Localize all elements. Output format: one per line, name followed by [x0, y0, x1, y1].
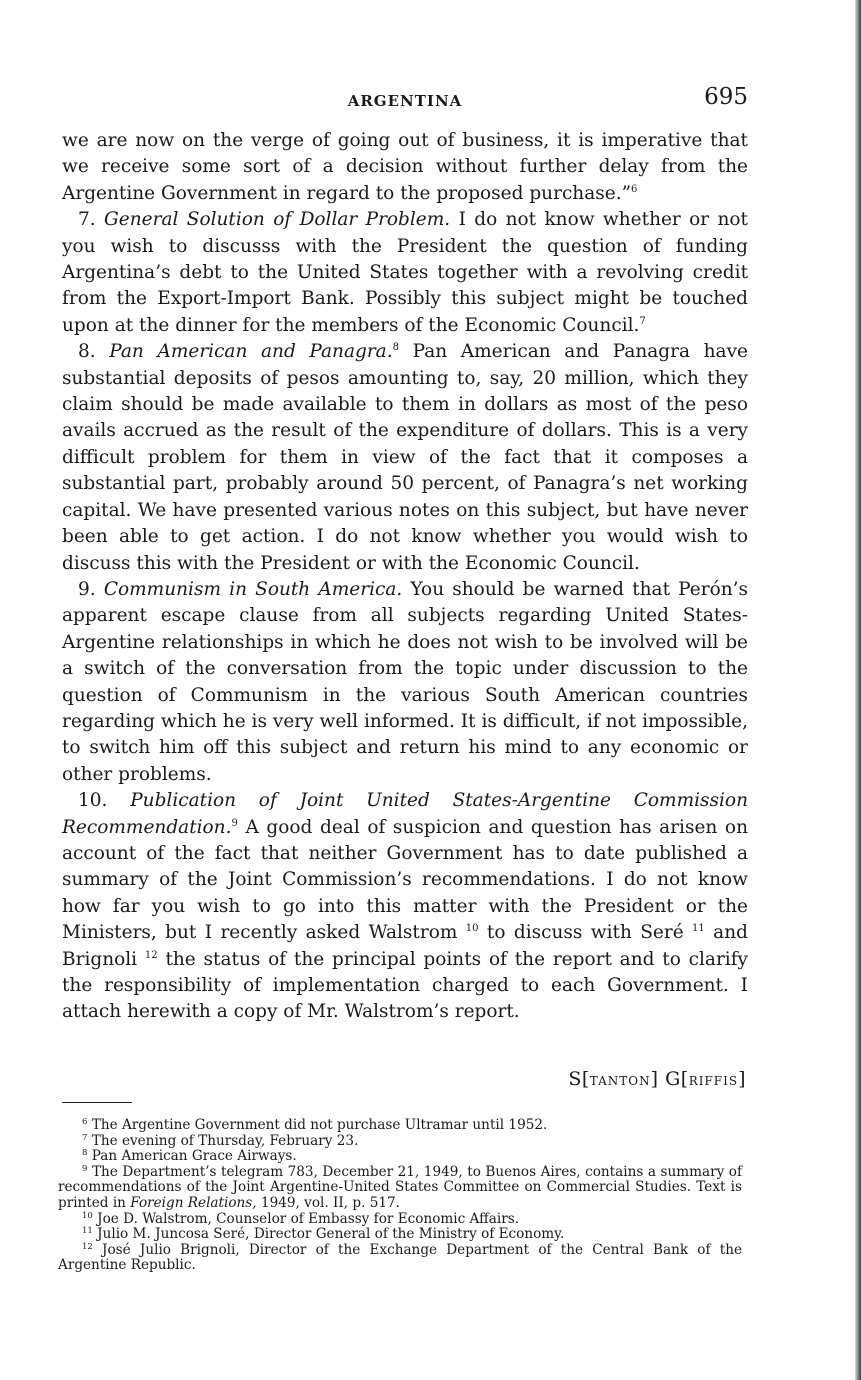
paragraph-title: Communism in South America.	[103, 578, 403, 600]
paragraph-text: we are now on the verge of going out of business, it is imperative that we receive some sort of a decision without further delay from the Argentine Government in regard to the proposed purchase.”	[62, 130, 748, 204]
footnote-number: 11	[82, 1226, 93, 1237]
page-number: 695	[704, 84, 748, 110]
footnote-text: José Julio Brignoli, Director of the Exchange Department of the Central Bank of the Argentine Republic.	[58, 1241, 742, 1274]
footnote-text: The Department’s telegram 783, December 21, 1949, to Buenos Aires, contains a summary of recommendations of the Joint Argentine-United States Committee on Commercial Studies. Text is printed in	[58, 1163, 742, 1211]
paragraph-text: A good deal of suspicion and question has arisen on account of the fact that neither Government has to date published a summary of the Joint Commission’s recommendations. I do not know how far you wish to go into this matter with the President or the Ministers, but I recently asked Walstrom	[62, 816, 748, 944]
paragraph-number: 7.	[78, 209, 96, 231]
signature-name: TANTON	[589, 1074, 651, 1088]
footnote-ref: 12	[144, 949, 158, 961]
footnote-text: Pan American Grace Airways.	[91, 1148, 297, 1165]
page-edge-shadow	[855, 0, 861, 1380]
paragraph-number: 9.	[78, 578, 96, 600]
paragraph-10	[62, 788, 748, 1026]
footnote-ref: 9	[231, 817, 238, 829]
paragraph-text: the status of the principal points of the report and to clarify the responsibility of implementation charged to each Government. I attach herewith a copy of Mr. Walstrom’s report.	[62, 948, 749, 1023]
paragraph-text: You should be warned that Perón’s apparent escape clause from all subjects regarding United States-Argentine relationships in which he does not wish to be involved will be a switch of the conversation from the topic under discussion to the question of Communism in the various South American countries regarding which he is very well informed. It is difficult, if not impossible, to switch him off this subject and return his mind to any economic or other problems.	[62, 578, 749, 785]
paragraph-title: General Solution of Dollar Problem.	[104, 209, 451, 231]
footnote-number: 12	[82, 1241, 93, 1252]
paragraph-text: Pan American and Panagra have substantial deposits of pesos amounting to, say, 20 million, which they claim should be made available to them in dollars as most of the peso avails accrued as the result of the expenditure of dollars. This is a very difficult problem for them in view of the fact that it composes a substantial part, probably around 50 percent, of Panagra’s net working capital. We have presented various notes on this subject, but have never been able to get action. I do not know whether you would wish to discuss this with the President or with the Economic Council.	[62, 341, 748, 574]
paragraph-text: I do not know whether or not you wish to discusss with the President the question of funding Argentina’s debt to the United States together with a revolving credit from the Export-Import Bank. Possibly this subject might be touched upon at the dinner for the members of the Economic Council.	[62, 209, 748, 336]
footnote	[58, 1227, 742, 1243]
running-head: ARGENTINA	[347, 92, 463, 110]
body-text	[62, 128, 748, 1026]
paragraph-text: and Brignoli	[62, 922, 748, 970]
footnote-ref: 8	[392, 342, 399, 354]
footnote-text: 1949, vol. II, p. 517.	[260, 1194, 401, 1211]
footnote-text: Joe D. Walstrom, Counselor of Embassy for Economic Affairs.	[97, 1210, 520, 1227]
footnote-number: 6	[82, 1117, 88, 1127]
paragraph-text: to discuss with Seré	[486, 922, 684, 944]
signature	[568, 1068, 746, 1090]
footnote-text: Julio M. Juncosa Seré, Director General of the Ministry of Economy.	[97, 1226, 565, 1243]
footnote-number: 9	[82, 1163, 88, 1174]
paragraph-title: Publication of Joint United States-Argentine Commission Recommendation.	[62, 790, 748, 838]
page-header	[62, 86, 748, 116]
footnote	[58, 1118, 742, 1134]
paragraph-8	[62, 339, 748, 577]
footnote-text: The Argentine Government did not purchase Ultramar until 1952.	[91, 1117, 548, 1133]
paragraph-number: 8.	[78, 341, 96, 363]
footnote	[58, 1149, 742, 1165]
footnote	[58, 1134, 742, 1150]
footnote-ref: 11	[692, 923, 705, 935]
signature-bracket: ]	[738, 1068, 746, 1090]
paragraph-number: 10.	[78, 790, 108, 812]
footnote	[58, 1212, 742, 1228]
footnote-number: 7	[82, 1132, 88, 1143]
paragraph-7	[62, 207, 748, 339]
paragraph-continuation	[62, 128, 748, 207]
paragraph-9	[62, 577, 748, 788]
footnote	[58, 1165, 742, 1212]
footnote-publication-title: Foreign Relations,	[130, 1194, 257, 1211]
paragraph-title: Pan American and Panagra.	[109, 341, 393, 363]
footnote-divider	[62, 1102, 132, 1103]
footnote-ref: 10	[465, 923, 479, 935]
footnote-number: 10	[82, 1210, 93, 1221]
footnote	[58, 1243, 742, 1274]
signature-initial: S[	[568, 1068, 590, 1090]
footnote-ref: 6	[631, 183, 638, 195]
footnote-ref: 7	[639, 315, 646, 327]
signature-separator: ] G[	[650, 1068, 689, 1090]
signature-name: RIFFIS	[688, 1074, 739, 1088]
footnote-text: The evening of Thursday, February 23.	[91, 1132, 359, 1149]
footnote-number: 8	[82, 1148, 88, 1159]
footnotes	[58, 1118, 742, 1274]
